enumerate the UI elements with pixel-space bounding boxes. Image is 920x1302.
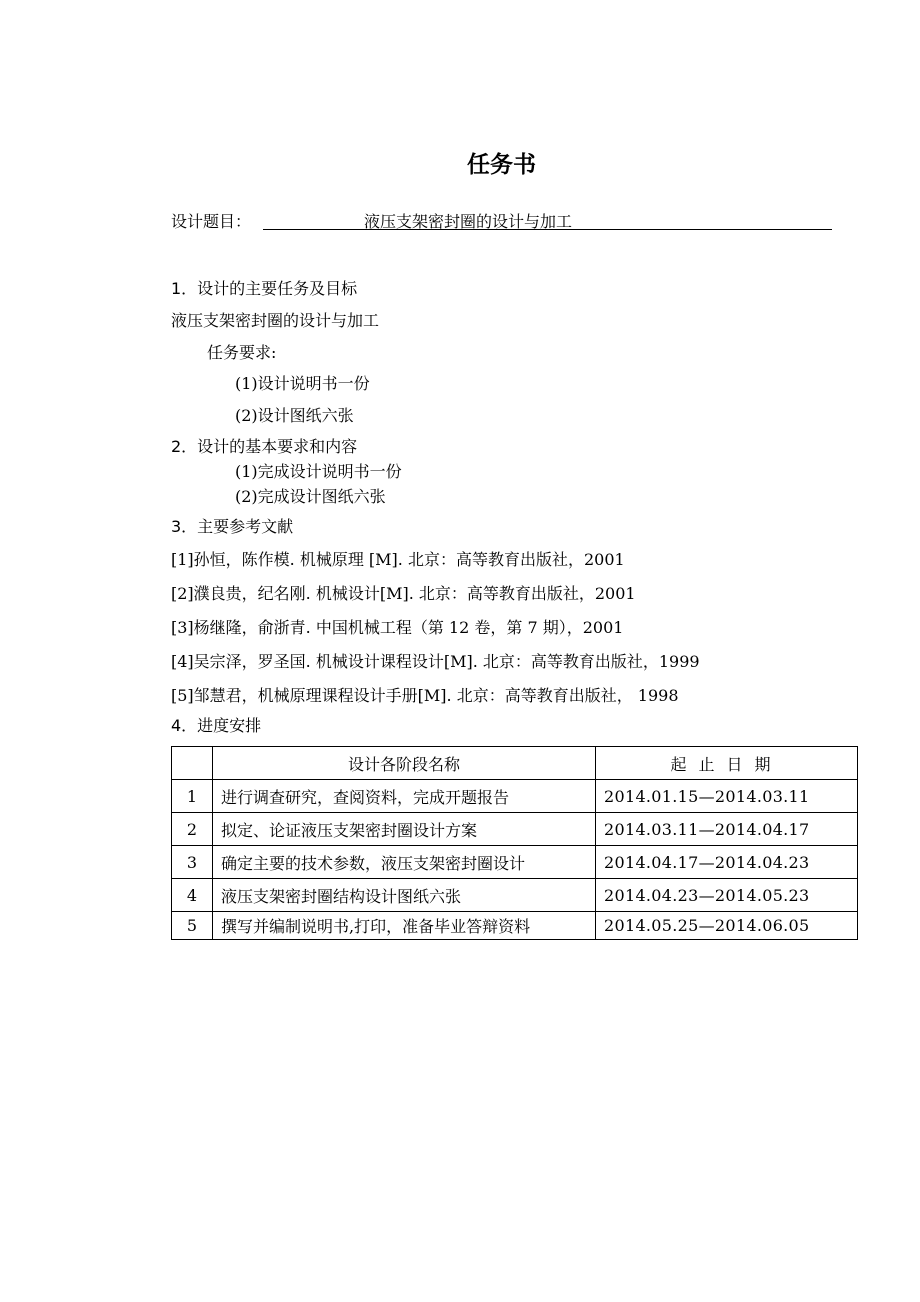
topic-label: 设计题目：: [171, 212, 252, 231]
table-row: [172, 912, 858, 940]
schedule-table: [171, 746, 858, 940]
header-dates: 起止日期: [596, 747, 858, 780]
row-dates: 2014.04.17—2014.04.23: [596, 846, 858, 879]
row-index: 3: [172, 846, 213, 879]
reference-item: [3]杨继隆，俞浙青. 中国机械工程（第 12 卷，第 7 期），2001: [171, 618, 624, 637]
row-dates: 2014.03.11—2014.04.17: [596, 813, 858, 846]
section3-heading: 3．主要参考文献: [171, 517, 294, 536]
row-index: 4: [172, 879, 213, 912]
reference-item: [4]吴宗泽，罗圣国. 机械设计课程设计[M]. 北京：高等教育出版社，1999: [171, 652, 700, 671]
row-index: 5: [172, 912, 213, 940]
row-stage-name: 液压支架密封圈结构设计图纸六张: [213, 879, 596, 912]
section1-item: (1)设计说明书一份: [235, 374, 370, 393]
topic-value: 液压支架密封圈的设计与加工: [363, 212, 572, 231]
reference-item: [2]濮良贵，纪名刚. 机械设计[M]. 北京：高等教育出版社，2001: [171, 584, 636, 603]
document-title: 任务书: [467, 152, 536, 178]
row-stage-name: 进行调查研究，查阅资料，完成开题报告: [213, 780, 596, 813]
reference-item: [5]邹慧君，机械原理课程设计手册[M]. 北京：高等教育出版社， 1998: [171, 686, 679, 705]
reference-item: [1]孙恒，陈作模. 机械原理 [M]. 北京：高等教育出版社，2001: [171, 550, 625, 569]
row-dates: 2014.05.25—2014.06.05: [596, 912, 858, 940]
row-stage-name: 拟定、论证液压支架密封圈设计方案: [213, 813, 596, 846]
table-header-row: [172, 747, 858, 780]
row-stage-name: 撰写并编制说明书,打印，准备毕业答辩资料: [213, 912, 596, 940]
section4-heading: 4．进度安排: [171, 716, 262, 735]
row-index: 1: [172, 780, 213, 813]
section1-heading: 1．设计的主要任务及目标: [171, 279, 358, 298]
row-stage-name: 确定主要的技术参数，液压支架密封圈设计: [213, 846, 596, 879]
header-stage-name: 设计各阶段名称: [213, 747, 596, 780]
row-dates: 2014.04.23—2014.05.23: [596, 879, 858, 912]
table-row: [172, 879, 858, 912]
section1-requirements-label: 任务要求:: [207, 343, 277, 362]
table-row: [172, 813, 858, 846]
section2-item: (2)完成设计图纸六张: [235, 487, 386, 506]
row-dates: 2014.01.15—2014.03.11: [596, 780, 858, 813]
table-row: [172, 780, 858, 813]
row-index: 2: [172, 813, 213, 846]
section2-heading: 2．设计的基本要求和内容: [171, 437, 358, 456]
table-row: [172, 846, 858, 879]
header-index-cell: [172, 747, 213, 780]
section1-item: (2)设计图纸六张: [235, 406, 354, 425]
section1-text: 液压支架密封圈的设计与加工: [171, 311, 380, 330]
section2-item: (1)完成设计说明书一份: [235, 462, 402, 481]
